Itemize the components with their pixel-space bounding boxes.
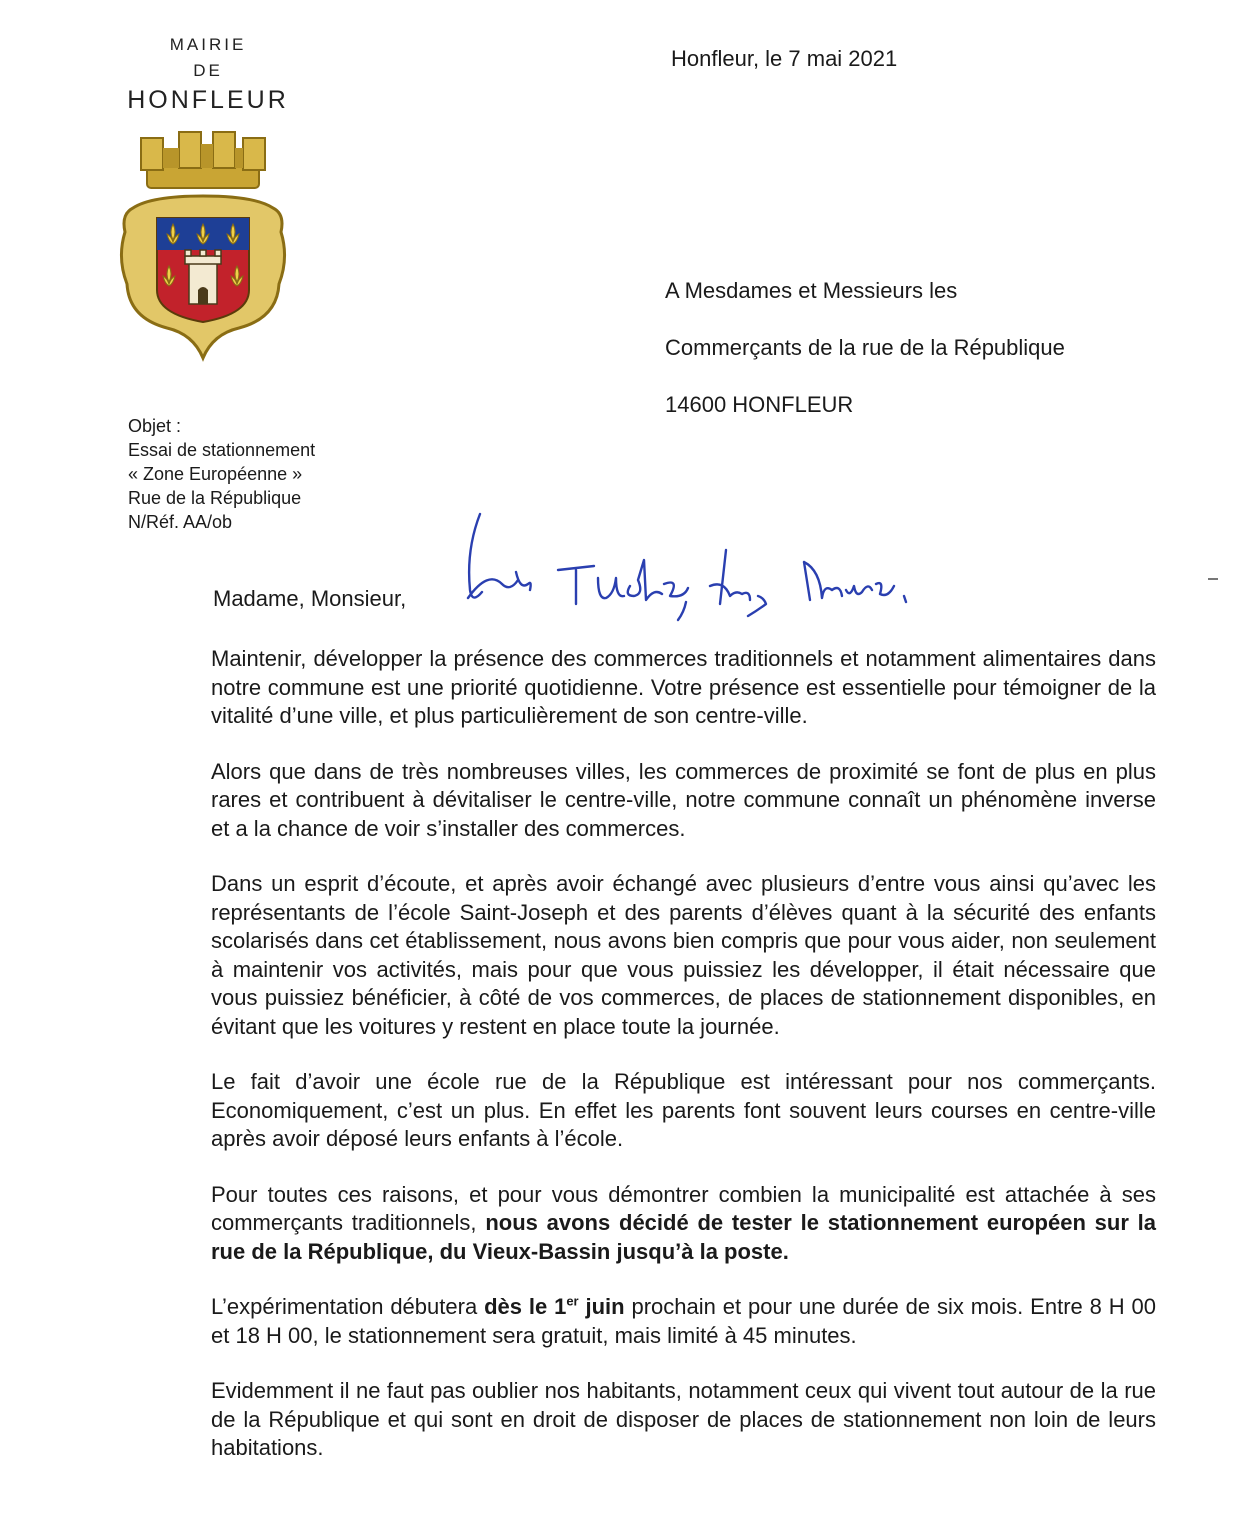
subject-block: [128, 414, 315, 534]
start-date-text: dès le 1: [484, 1294, 567, 1319]
recipient-line: A Mesdames et Messieurs les: [665, 278, 958, 303]
subject-line: « Zone Européenne »: [128, 464, 303, 484]
honfleur-coat-of-arms-icon: [115, 128, 290, 368]
body-paragraph-schedule: [211, 1293, 1156, 1350]
mairie-header: [88, 32, 328, 116]
body-paragraph: Le fait d’avoir une école rue de la République est intéressant pour nos commerçants. Economiquement, c’est un plus. En effet les parents font souvent leurs courses en centre-ville après avoir déposé leurs enfants à l’école.: [211, 1069, 1156, 1151]
recipient-address: [665, 276, 1065, 447]
paragraph-text: prochain et pour une durée de six mois. Entre 8 H 00 et 18 H 00, le stationnement sera gratuit, mais limité à 45 minutes.: [211, 1294, 1156, 1348]
city-name: HONFLEUR: [127, 86, 289, 114]
decision-highlight: nous avons décidé de tester le stationnement européen sur la rue de la République, du Vieux-Bassin jusqu’à la poste.: [211, 1210, 1157, 1264]
paragraph-text: Pour toutes ces raisons, et pour vous démontrer combien la municipalité est attachée à ses commerçants traditionnels,: [211, 1181, 1156, 1235]
handwritten-greeting-signature: [458, 500, 918, 630]
salutation: Madame, Monsieur,: [213, 586, 407, 611]
recipient-line: Commerçants de la rue de la République: [665, 335, 1065, 360]
body-paragraph: Evidemment il ne faut pas oublier nos habitants, notamment ceux qui vivent tout autour de la rue de la République et qui sont en droit de disposer de places de stationnement non loin de leurs habitations.: [211, 1378, 1156, 1460]
body-paragraph: Dans un esprit d’écoute, et après avoir échangé avec plusieurs d’entre vous ainsi qu’avec les représentants de l’école Saint-Joseph et des parents d’élèves quant à la sécurité des enfants scolarisés dans cet établissement, nous avons bien compris que pour vous aider, non seulement à maintenir vos activités, mais pour que vous puissiez les développer, il était nécessaire que vous puissiez bénéficier, à côté de vos commerces, de places de stationnement disponibles, en évitant que les voitures y restent en place toute la journée.: [211, 871, 1156, 1039]
subject-label: Objet :: [128, 416, 182, 436]
scan-edge-mark: [1208, 578, 1218, 580]
ordinal-suffix: er: [566, 1293, 579, 1309]
start-date-highlight: [484, 1294, 625, 1319]
start-month-text: juin: [578, 1294, 625, 1319]
reference-number: N/Réf. AA/ob: [128, 512, 233, 532]
body-paragraph: Maintenir, développer la présence des commerces traditionnels et notamment alimentaires dans notre commune est une priorité quotidienne. Votre présence est essentielle pour témoigner de la vitalité d’une ville, et plus particulièrement de son centre-ville.: [211, 646, 1156, 728]
mairie-de-label: DE: [193, 61, 223, 80]
letter-body: [211, 645, 1156, 1490]
mairie-label: MAIRIE: [169, 35, 247, 54]
paragraph-text: L’expérimentation débutera: [211, 1294, 485, 1319]
letter-date: Honfleur, le 7 mai 2021: [671, 46, 898, 71]
recipient-city: 14600 HONFLEUR: [665, 392, 854, 417]
subject-line: Rue de la République: [128, 488, 302, 508]
body-paragraph-decision: [211, 1181, 1156, 1267]
crown-icon: [141, 132, 265, 188]
subject-line: Essai de stationnement: [128, 440, 316, 460]
body-paragraph: Alors que dans de très nombreuses villes, les commerces de proximité se font de plus en plus rares et contribuent à dévitaliser le centre-ville, notre commune connaît un phénomène inverse et a la chance de voir s’installer des commerces.: [211, 758, 1156, 841]
